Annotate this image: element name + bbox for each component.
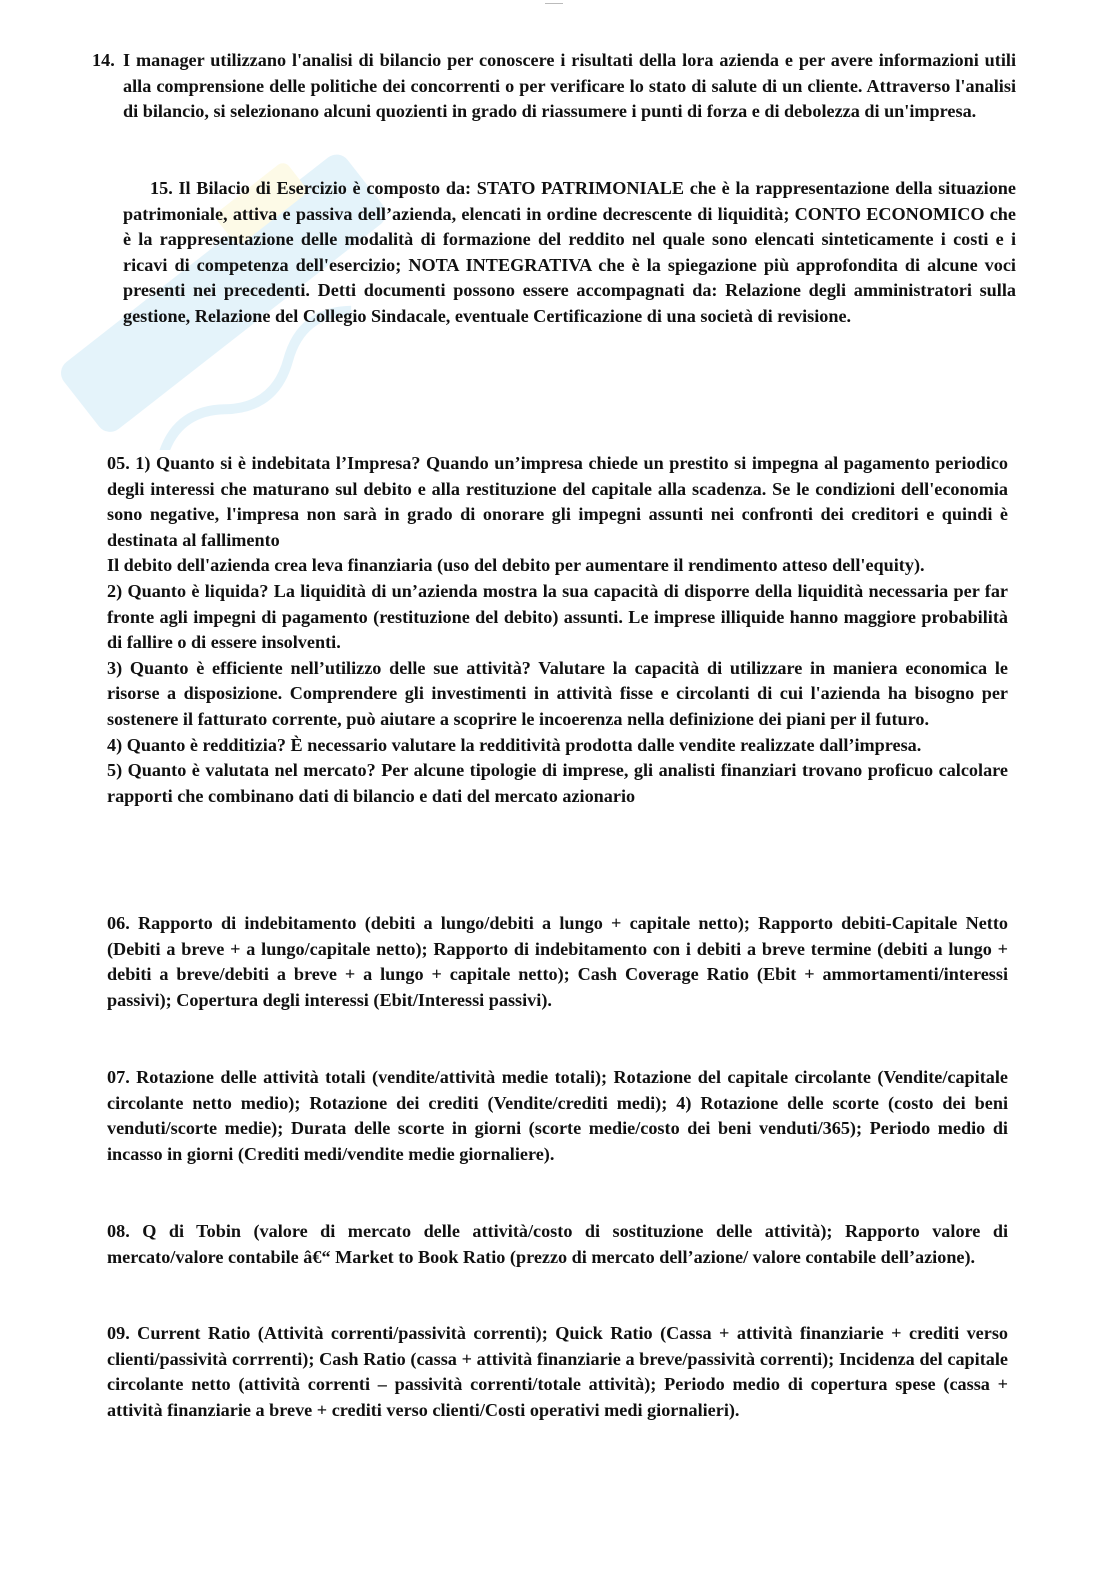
answer-05-part-3: 3) Quanto è efficiente nell’utilizzo delle sue attività? Valutare la capacità di utilizzare in maniera economica le risorse a disposizione. Comprendere gli investimenti in attività fisse e circolanti di cui l'azienda ha bisogno per sostenere il fatturato corrente, può aiutare a scoprire le incoerenza nella definizione dei piani per il futuro. (107, 657, 1008, 729)
answer-05-part-1b: Il debito dell'azienda crea leva finanziaria (uso del debito per aumentare il rendimento atteso dell'equity). (107, 555, 925, 576)
answer-14-text: I manager utilizzano l'analisi di bilancio per conoscere i risultati della lora azienda e per avere informazioni utili alla comprensione delle politiche dei concorrenti o per verificare lo stato di salute di un cliente. Attraverso l'analisi di bilancio, si selezionano alcuni quozienti in grado di riassumere i punti di forza e di debolezza di un'impresa. (123, 50, 1016, 122)
answer-05-part-2: 2) Quanto è liquida? La liquidità di un’azienda mostra la sua capacità di disporre della liquidità necessaria per far fronte agli impegni di pagamento (restituzione del debito) assunti. Le imprese illiquide hanno maggiore probabilità di fallire o di essere insolventi. (107, 580, 1008, 653)
answer-08: 08. Q di Tobin (valore di mercato delle attività/costo di sostituzione delle attività); Rapporto valore di mercato/valore contabile â€“ Market to Book Ratio (prezzo di mercato dell’azione/ valore contabile dell’azione). (107, 1221, 1008, 1267)
page-top-mark (545, 0, 563, 4)
answer-05-part-1: 05. 1) Quanto si è indebitata l’Impresa? Quando un’impresa chiede un prestito si impegna al pagamento periodico degli interessi che maturano sul debito e alla restituzione del capitale alla scadenza. Se le condizioni dell'economia sono negative, l'impresa non sarà in grado di onorare gli impegni assunti nei confronti dei creditori e quindi è destinata al fallimento (107, 453, 1008, 550)
answer-14 (92, 48, 1016, 125)
answer-15: 15. Il Bilacio di Esercizio è composto da: STATO PATRIMONIALE che è la rappresentazione della situazione patrimoniale, attiva e passiva dell’azienda, elencati in ordine decrescente di liquidità; CONTO ECONOMICO che è la rappresentazione delle modalità di formazione del reddito nel quale sono elencati sinteticamente i costi e i ricavi di competenza dell'esercizio; NOTA INTEGRATIVA che è la spiegazione più approfondita di alcune voci presenti nei precedenti. Detti documenti possono essere accompagnati da: Relazione degli amministratori sulla gestione, Relazione del Collegio Sindacale, eventuale Certificazione di una società di revisione. (123, 178, 1016, 326)
answer-05-part-4: 4) Quanto è redditizia? È necessario valutare la redditività prodotta dalle vendite realizzate dall’impresa. (107, 734, 922, 755)
answer-09: 09. Current Ratio (Attività correnti/passività correnti); Quick Ratio (Cassa + attività finanziarie + crediti verso clienti/passività corrrenti); Cash Ratio (cassa + attività finanziarie a breve/passività correnti); Incidenza del capitale circolante netto (attività correnti – passività correnti/totale attività); Periodo medio di copertura spese (cassa + attività finanziarie a breve + crediti verso clienti/Costi operativi medi giornalieri). (107, 1323, 1008, 1420)
answer-05 (107, 451, 1008, 809)
answer-05-part-5: 5) Quanto è valutata nel mercato? Per alcune tipologie di imprese, gli analisti finanziari trovano proficuo calcolare rapporti che combinano dati di bilancio e dati del mercato azionario (107, 760, 1008, 806)
answer-06: 06. Rapporto di indebitamento (debiti a lungo/debiti a lungo + capitale netto); Rapporto debiti-Capitale Netto (Debiti a breve + a lungo/capitale netto); Rapporto di indebitamento con i debiti a breve termine (debiti a lungo + debiti a breve/debiti a breve + a lungo + capitale netto); Cash Coverage Ratio (Ebit + ammortamenti/interessi passivi); Copertura degli interessi (Ebit/Interessi passivi). (107, 913, 1008, 1010)
answer-14-number: 14. (92, 50, 115, 70)
answer-07: 07. Rotazione delle attività totali (vendite/attività medie totali); Rotazione del capitale circolante (Vendite/capitale circolante netto medio); Rotazione dei crediti (Vendite/crediti medi); 4) Rotazione delle scorte (costo dei beni venduti/scorte medie); Durata delle scorte in giorni (scorte medie/costo dei beni venduti/365); Periodo medio di incasso in giorni (Crediti medi/vendite medie giornaliere). (107, 1067, 1008, 1164)
